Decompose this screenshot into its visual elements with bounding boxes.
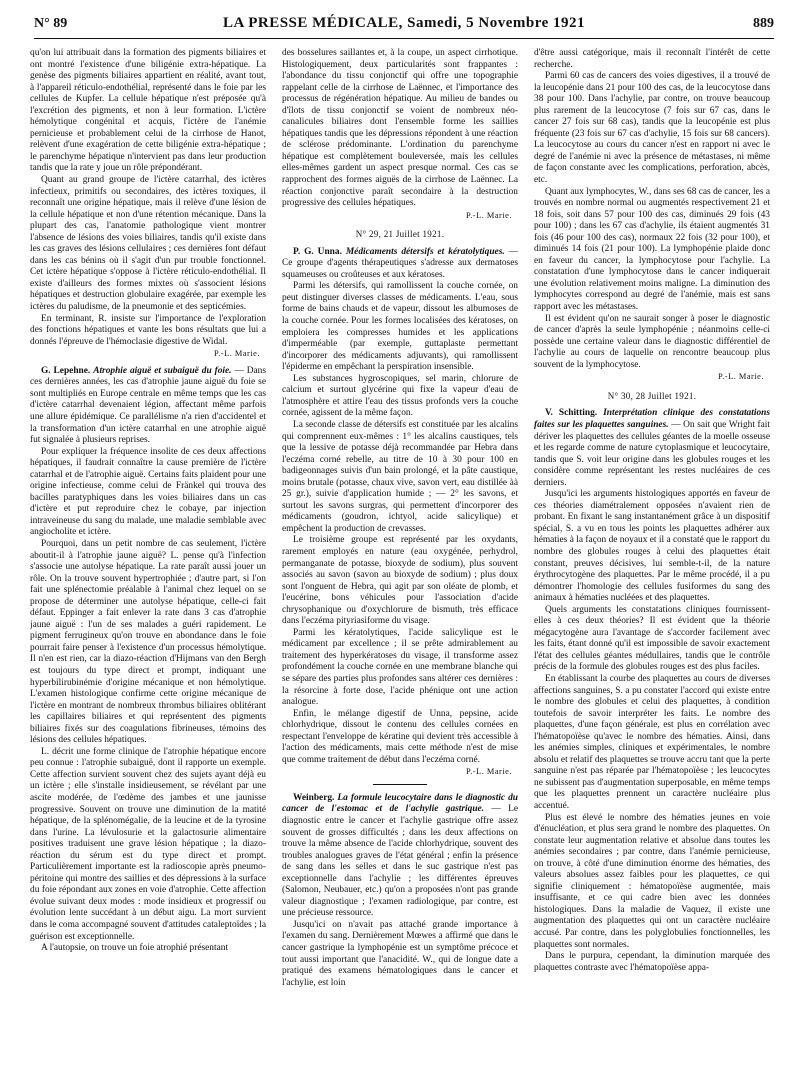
paragraph: qu'on lui attribuait dans la formation des pigments biliaires et ont montré l'existence d'une biligénie extra-hépatique. La genèse des pigments biliaires appartient en réalité, avant tout, à l'appareil réticulo-endothélial, représenté dans le foie par les cellules de Kupfer. La cellule hépatique n'est préposée qu'à l'excrétion des pigments, et non à leur formation. L'ictère hémolytique congénital et acquis, l'ictère de l'anémie pernicieuse et probablement celui de la cirrhose de Hanot, relèvent d'une exagération de cette biligénie extra-hépatique ; le parenchyme hépatique n'intervient pas dans leur production tandis que la rate y joue un rôle prépondérant. — [30, 48, 266, 174]
issue-date: N° 30, 28 Juillet 1921. — [607, 390, 697, 401]
paragraph: L. décrit une forme clinique de l'atrophie hépatique encore peu connue : l'atrophie subaiguë, dont il rapporte un exemple. Cette affection survient souvent chez des sujets ayant déjà eu un ictère ; elle s'installe insidieusement, se révélant par une ascite modérée, de l'œdème des jambes et une jaunisse progressive. Souvent on trouve une diminution de la matité hépatique, de la splénomégalie, de la leucine et de la tyrosine dans l'urine. La lévulosurie et la galactosurie alimentaire positives traduisent une grave lésion hépatique ; la diazo-réaction du sérum est du type direct et prompt. Particulièrement importante est la radioscopie après pneumo-péritoine qui montre des saillies et des dépressions à la surface du foie répondant aux zones en voie d'atrophie. Cette affection évolue suivant deux modes : mode insidieux et progressif ou évolution lente succédant à un début aigu. La mort survient dans le coma accompagné souvent d'attitudes cataleptoïdes ; la guérison est exceptionnelle. — [30, 746, 266, 942]
column-right — [534, 48, 770, 1072]
paragraph: Quels arguments les constatations cliniques fournissent-elles à ces deux théories? Il est évident que la théorie mégacytogène aura l'avantage de s'accorder facilement avec les faits, étant donné qu'il est impossible de savoir exactement l'état des cellules géantes médullaires, tandis que le contrôle précis de la formule des globules rouges est des plus faciles. — [534, 604, 770, 673]
section-divider — [373, 784, 427, 785]
article-text: — Le diagnostic entre le cancer et l'achylie gastrique offre assez souvent de grosses difficultés ; dans les deux affections on trouve la même absence de l'acide chlorhydrique, souvent des troubles analogues graves de l'état général ; enfin la présence de sang dans les selles et dans le suc gastrique n'est pas exceptionnelle dans l'achylie ; les différentes épreuves (Salomon, Neubauer, etc.) qu'on a proposées n'ont pas grande valeur diagnostique ; l'examen radiologique, par contre, est une précieuse ressource. — [282, 804, 518, 919]
article-text: — Ce groupe d'agents thérapeutiques s'adresse aux dermatoses squameuses ou croûteuses et aux kératoses. — [282, 246, 518, 280]
article-title: La formule leucocytaire dans le diagnostic du cancer de l'estomac et de l'achylie gastrique. — [282, 792, 518, 815]
paragraph: Quant aux lymphocytes, W., dans ses 68 cas de cancer, les a trouvés en nombre normal ou augmentés respectivement 21 et 18 fois, soit dans 57 pour 100 des cas, diminués 29 fois (43 pour 100) ; dans les 67 cas d'achylie, ils étaient augmentés 31 fois (46 pour 100 des cas), normaux 22 fois (32 pour 100), et diminués 14 fois (21 pour 100). La lymphopénie plaide donc en faveur du cancer, la lymphocytose pour l'achylie. La constatation d'une lymphocytose dans le cancer indiquerait une évolution relativement moins maligne. La diminution des lymphocytes correspond au degré de l'anémie, mais est sans rapport avec les métastases. — [534, 186, 770, 313]
paragraph: Quant au grand groupe de l'ictère catarrhal, des ictères infectieux, primitifs ou secondaires, des ictères toxiques, il reconnaît une origine hépatique, mais il relève d'une lésion de la cellule hépatique et non d'une rétention mécanique. Dans la plupart des cas, l'anatomie pathologique vient montrer l'absence de lésions des voies biliaires, tandis qu'il existe dans les cas graves des lésions cellulaires ; ces dernières font défaut dans les cas bénins où il s'agit d'un pur trouble fonctionnel. Cet ictère hépatique s'oppose à l'ictère réticulo-endothélial. Il existe d'ailleurs des formes mixtes où s'associent lésions hépatiques et destruction globulaire exagérée, par exemple les ictères du paludisme, de la pneumonie et des septicémies. — [30, 175, 266, 313]
article-author: Weinberg. — [293, 792, 335, 803]
article-weinberg — [282, 793, 518, 920]
article-title: Interprétation clinique des constatations faites sur les plaquettes sanguines. — [534, 408, 770, 430]
article-schitting — [534, 408, 770, 489]
signature: P.-L. Marie. — [465, 210, 512, 220]
paragraph: Parmi les détersifs, qui ramollissent la couche cornée, on peut distinguer diverses classes de médicaments. L'eau, sous forme de bains chauds et de vapeur, dissout les albumoses de la couche cornée. Pour les formes localisées des kératoses, on emploiera les compresses humides et les applications d'imperméable (par exemple, guttaplaste permettant d'incorporer des médicaments adjuvants), qui ramollissent l'épiderme en empêchant la perspiration insensible. — [282, 281, 518, 373]
paragraph: Parmi 60 cas de cancers des voies digestives, il a trouvé de la leucopénie dans 21 pour 100 des cas, de la leucocytose dans 38 pour 100. Dans l'achylie, par contre, on trouve beaucoup plus rarement de la leucocytose (7 fois sur 67 cas, dans le cancer 27 fois sur 68 cas), tandis que la leucopénie est plus fréquente (23 fois sur 67 cas d'achylie, 15 fois sur 68 cancers). La leucocytose au cours du cancer n'est en rapport ni avec le degré de l'anémie ni avec la présence de métastases, ni même de façon constante avec les complications, perforation, abcès, etc. — [534, 71, 770, 186]
paragraph: Il est évident qu'on ne saurait songer à poser le diagnostic de cancer d'après la seule lymphopénie ; néanmoins celle-ci possède une certaine valeur dans le diagnostic différentiel de l'achylie au cours de laquelle on rencontre beaucoup plus souvent de la lymphocytose. — [534, 313, 770, 370]
paragraph: Pourquoi, dans un petit nombre de cas seulement, l'ictère aboutit-il à l'atrophie jaune aiguë? L. pense qu'à l'infection s'associe une autolyse hépatique. La rate paraît aussi jouer un rôle. On la trouve souvent hypertrophiée ; d'autre part, si l'on fait une splénectomie préalable à l'animal chez lequel on se propose de déterminer une autolyse hépatique, celle-ci fait défaut. Eppinger a fait enlever la rate dans 3 cas d'atrophie jaune aiguë : l'un de ses malades a guéri rapidement. Le pigment ferrugineux qu'on trouve en abondance dans le foie pourrait faire penser à l'existence d'un processus hémolytique. Il n'en est rien, car la diazo-réaction d'Hijmans van den Bergh est toujours du type direct et prompt, indiquant une hyperbilirubinémie d'origine mécanique et non hémolytique. L'examen histologique confirme cette origine mécanique de l'ictère en montrant de nombreux thrombus biliaires oblitérant les capillaires biliaires et qui représentent des pigments biliaires fixés sur des coagulations fibrineuses, témoins des lésions des cellules hépatiques. — [30, 538, 266, 746]
article-text: — Dans ces dernières années, les cas d'atrophie jaune aiguë du foie se sont multipliés en Europe centrale en même temps que les cas d'ictère catarrhal devenaient légion, affectant même parfois une allure épidémique. Ce parallélisme n'a rien d'accidentel et la transformation d'un ictère catarrhal en une atrophie aiguë fut signalée à plusieurs reprises. — [30, 365, 266, 446]
article-title: Médicaments détersifs et kératolytiques. — [345, 246, 505, 257]
issue-date: N° 29, 21 Juillet 1921. — [355, 229, 445, 240]
paragraph: des bosselures saillantes et, à la coupe, un aspect cirrhotique. Histologiquement, deux particularités sont frappantes : l'abondance du tissu conjonctif qui offre une topographie rappelant celle de la cirrhose de Laënnec, et l'importance des processus de régénération hépatique. Au milieu de bandes ou d'îlots de tissu conjonctif se voient de nombreux néo-canalicules biliaires dont l'ensemble forme les saillies hépatiques tandis que les dépressions répondent à une réaction de sclérose prédominante. L'ordination du parenchyme hépatique est complètement bouleversée, mais les cellules elles-mêmes gardent un aspect presque normal. Ces cas se rapprochent des formes aiguës de la cirrhose de Laënnec. La réaction conjonctive paraît secondaire à la destruction progressive des cellules hépatiques. — [282, 48, 518, 209]
paragraph: A l'autopsie, on trouve un foie atrophié présentant — [41, 943, 229, 954]
paragraph: Parmi les kératolytiques, l'acide salicylique est le médicament par excellence ; il se prête admirablement au traitement des hyperkératoses du visage, il transforme assez profondément la couche cornée en une membrane blanche qui se sépare des parties plus profondes sans altérer ces dernières : la résorcine à forte dose, l'acide phénique ont une action analogue. — [282, 627, 518, 708]
article-author: G. Lepehne. — [41, 365, 91, 376]
article-lepehne — [30, 366, 266, 447]
signature: P.-L. Marie. — [465, 767, 512, 777]
signature: P.-L. Marie. — [717, 372, 764, 382]
page-header — [34, 14, 774, 39]
paragraph: Dans le purpura, cependant, la diminution marquée des plaquettes contraste avec l'hématopoïèse appa- — [534, 951, 770, 973]
paragraph: Les substances hygroscopiques, sel marin, chlorure de calcium et surtout glycérine qui fixe la vapeur d'eau de l'atmosphère et attire l'eau des tissus profonds vers la couche cornée, agissent de la même façon. — [282, 373, 518, 419]
paragraph: Enfin, le mélange digestif de Unna, pepsine, acide chlorhydrique, dissout le contenu des cellules cornées en respectant l'enveloppe de kératine qui devient très accessible à l'action des médicaments, mais cette méthode n'est de mise que comme traitement de début dans l'eczéma corné. — [282, 708, 518, 765]
paragraph: Jusqu'ici on n'avait pas attaché grande importance à l'examen du sang. Dernièrement Mœwes a affirmé que dans le cancer gastrique la lymphopénie est un symptôme précoce et tout aussi important que l'anacidité. W., qui de longue date a pratiqué des examens hématologiques dans le cancer et l'achylie, est loin — [282, 919, 518, 988]
paragraph: La seconde classe de détersifs est constituée par les alcalins qui comprennent eux-mêmes : 1° les alcalins caustiques, tels que la lessive de potasse déjà recommandée par Hebra dans l'eczéma corné rebelle, au titre de 10 à 30 pour 100 en badigeonnages suivis d'un bain prolongé, et la pâte caustique, moins brutale (potasse, chaux vive, savon vert, eau distillée àà 25 gr.), suivie d'application humide ; — 2° les savons, et surtout les savons surgras, qui permettent d'incorporer des médicaments (goudron, ichtyol, acide salicylique) et empêchent la production de crevasses. — [282, 419, 518, 534]
column-middle — [282, 48, 518, 1072]
paragraph: d'être aussi catégorique, mais il reconnaît l'intérêt de cette recherche. — [534, 48, 770, 70]
paragraph: Le troisième groupe est représenté par les oxydants, rarement employés en nature (eau oxygénée, perhydrol, permanganate de potasse, bioxyde de sodium), plus souvent associés au savon (savon au bioxyde de sodium) ; plus doux sont l'onguent de Hebra, qui agit par son oléate de plomb, et l'eucérine, bons véhicules pour l'association d'acide chrysophanique ou d'oxychlorure de bismuth, très efficace dans l'eczéma pityriasiforme du visage. — [282, 535, 518, 627]
paragraph: Plus est élevé le nombre des hématies jeunes en voie d'énucléation, et plus sera grand le nombre des plaquettes. On constate leur augmentation relative et absolue dans toutes les anémies secondaires ; par contre, dans l'anémie pernicieuse, on trouve, à côté d'une diminution énorme des hématies, des valeurs absolues assez faibles pour les plaquettes, ce qui signifie cliniquement : hématopoïèse augmentée, mais insuffisante, et ce qui cadre bien avec les données histologiques. Dans la maladie de Vaquez, il existe une augmentation des plaquettes qui ont un caractère nucléaire accusé. Par contre, dans les polyglobulies fonctionnelles, les plaquettes sont normales. — [534, 812, 770, 950]
publication-title: LA PRESSE MÉDICALE, Samedi, 5 Novembre 1921 — [222, 15, 586, 31]
article-author: P. G. Unna. — [293, 246, 342, 257]
article-text: — On sait que Wright fait dériver les plaquettes des cellules géantes de la moelle osseuse et les regarde comme de nature cytoplasmique et leucocytaire, tandis que S. voit leur origine dans les globules rouges et les considère comme représentant les restes nucléaires de ces derniers. — [534, 419, 770, 488]
article-title: Atrophie aiguë et subaiguë du foie. — [93, 365, 232, 376]
paragraph: Pour expliquer la fréquence insolite de ces deux affections hépatiques, il faudrait connaître la cause première de l'ictère catarrhal et de l'atrophie aiguë. Certains faits plaident pour une origine infectieuse, comme celui de Fränkel qui trouva des bacilles paratyphiques dans les voies biliaires dans un cas d'ictère et put reproduire chez le cobaye, par injection intraveineuse du sang du malade, une maladie semblable avec angiocholite et ictère. — [30, 446, 266, 538]
page-number: 889 — [753, 16, 774, 31]
issue-number: N° 89 — [34, 16, 68, 31]
article-unna — [282, 247, 518, 282]
paragraph: En terminant, R. insiste sur l'importance de l'exploration des fonctions hépatiques et vante les bons résultats que lui a donnés l'épreuve de l'hémoclasie digestive de Widal. — [30, 313, 266, 347]
paragraph: Jusqu'ici les arguments histologiques apportés en faveur de ces théories diamétralement opposées n'avaient rien de probant. En fixant le sang instantanément grâce à un dispositif spécial, S. a vu en tous les points les plaquettes adhérer aux hématies à la façon de noyaux et il a constaté que le rapport du nombre des globules rouges à celui des plaquettes était constant, preuves décisives, lui semble-t-il, de la nature érythrocytogène des plaquettes. Par le même procédé, il a pu démontrer l'homologie des cellules fusiformes du sang des animaux à hématies nucléées et des plaquettes. — [534, 489, 770, 604]
paragraph: En établissant la courbe des plaquettes au cours de diverses affections sanguines, S. a pu constater l'accord qui existe entre le nombre des globules et celui des plaquettes, à condition toutefois de savoir interpréter les faits. Le nombre des plaquettes, d'une façon générale, est plus en corrélation avec l'hématopoïèse qu'avec le nombre des hématies. Ainsi, dans les anémies simples, cliniques et expérimentales, le nombre absolu et relatif des plaquettes se trouve accru tant que la perte sanguine n'est pas réparée par l'hématopoïèse ; les leucocytes ne subissent pas d'augmentation superposable, en même temps que les plaquettes prennent un caractère nucléaire plus accentué. — [534, 673, 770, 811]
signature: P.-L. Marie. — [213, 349, 260, 359]
column-left — [30, 48, 266, 1072]
article-author: V. Schitting. — [545, 408, 598, 419]
